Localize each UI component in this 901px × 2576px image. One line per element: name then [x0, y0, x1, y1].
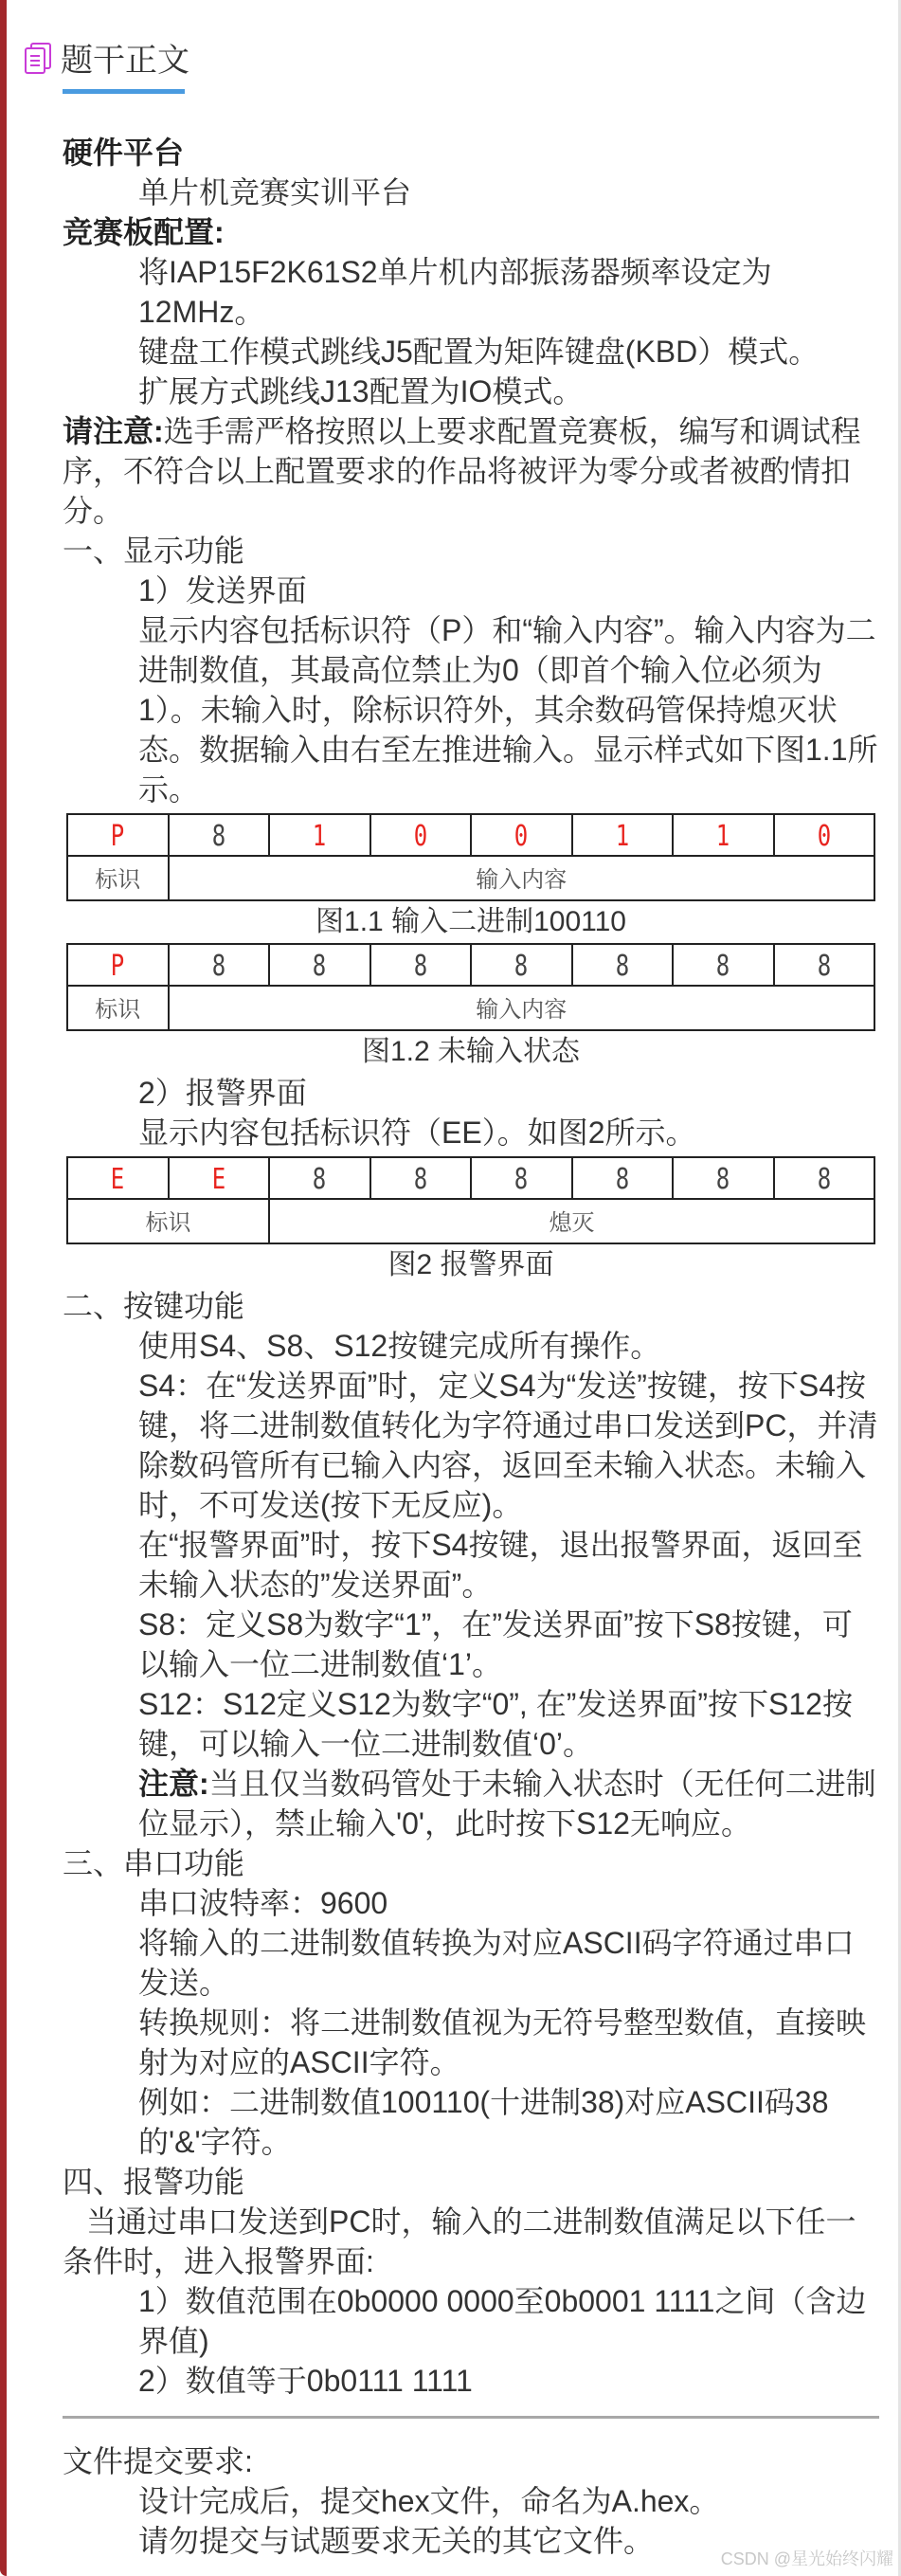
segment-cell — [370, 944, 472, 986]
figure-2-table — [66, 1156, 875, 1244]
segment-digit: E — [111, 1163, 125, 1196]
s1-sub1-text: 显示内容包括标识符（P）和“输入内容”。输入内容为二进制数值，其最高位禁止为0（即首个输入位必须为1）。未输入时，除标识符外，其余数码管保持熄灭状态。数据输入由右至左推进输入。显示样式如下图1.1所示。 — [138, 613, 878, 807]
s3-heading: 三、串口功能 — [63, 1846, 245, 1880]
s3-paragraph: 转换规则：将二进制数值视为无符号整型数值，直接映射为对应的ASCII字符。 — [138, 2005, 867, 2079]
segment-digit: 8 — [313, 1163, 327, 1196]
segment-cell — [370, 814, 472, 856]
segment-digit: 0 — [413, 820, 427, 853]
segment-cell — [67, 814, 169, 856]
segment-cell — [572, 1157, 674, 1199]
segment-row — [67, 1157, 874, 1199]
s2-paragraph: 在“报警界面”时，按下S4按键，退出报警界面，返回至未输入状态的”发送界面”。 — [138, 1528, 863, 1602]
notice-label: 请注意: — [63, 414, 164, 448]
section-header — [25, 36, 189, 78]
segment-digit: 8 — [211, 950, 225, 983]
s2-paragraph: S12：S12定义S12为数字“0”, 在”发送界面”按下S12按键，可以输入一位二进制数值‘0’。 — [138, 1687, 853, 1761]
segment-digit: 8 — [313, 950, 327, 983]
segment-cell — [269, 1157, 370, 1199]
segment-digit: P — [111, 950, 125, 983]
s2-paragraph: S8：定义S8为数字“1”，在”发送界面”按下S8按键，可以输入一位二进制数值‘1’。 — [138, 1607, 853, 1681]
segment-cell — [67, 1157, 169, 1199]
notice-text: 选手需严格按照以上要求配置竞赛板，编写和调试程序，不符合以上配置要求的作品将被评为零分或者被酌情扣分。 — [63, 414, 861, 528]
segment-cell — [673, 814, 774, 856]
s2-note-label: 注意: — [138, 1767, 209, 1801]
board-item: 键盘工作模式跳线J5配置为矩阵键盘(KBD）模式。 — [138, 335, 820, 369]
left-border — [0, 0, 7, 2576]
s1-sub2-text: 显示内容包括标识符（EE）。如图2所示。 — [138, 1116, 696, 1150]
segment-digit: 8 — [716, 950, 730, 983]
label-id: 标识 — [95, 996, 141, 1023]
segment-digit: 1 — [313, 820, 327, 853]
segment-cell — [673, 1157, 774, 1199]
s4-condition: 2）数值等于0b0111 1111 — [138, 2364, 473, 2398]
segment-cell — [67, 944, 169, 986]
figure-1-2-table — [66, 943, 875, 1031]
segment-cell — [169, 814, 270, 856]
segment-digit: 8 — [413, 1163, 427, 1196]
segment-cell — [774, 814, 875, 856]
segment-digit: 8 — [211, 820, 225, 853]
board-heading: 竞赛板配置: — [63, 215, 225, 249]
submit-paragraph: 设计完成后，提交hex文件，命名为A.hex。 — [138, 2484, 720, 2518]
figure-2-caption: 图2 报警界面 — [387, 1249, 554, 1280]
board-item: 扩展方式跳线J13配置为IO模式。 — [138, 374, 584, 408]
label-id: 标识 — [95, 866, 141, 893]
label-content: 输入内容 — [476, 996, 568, 1023]
label-row — [67, 986, 874, 1030]
segment-digit: E — [211, 1163, 225, 1196]
segment-digit: 8 — [514, 1163, 529, 1196]
segment-cell — [169, 944, 270, 986]
label-id: 标识 — [145, 1209, 191, 1236]
notice-paragraph — [63, 411, 879, 531]
label-content: 输入内容 — [476, 866, 568, 893]
segment-digit: 8 — [413, 950, 427, 983]
title-underline — [63, 89, 185, 94]
segment-cell — [673, 944, 774, 986]
segment-digit: 0 — [514, 820, 529, 853]
segment-digit: 1 — [615, 820, 629, 853]
board-item: 将IAP15F2K61S2单片机内部振荡器频率设定为12MHz。 — [138, 255, 772, 329]
segment-digit: 8 — [514, 950, 529, 983]
segment-cell — [269, 944, 370, 986]
segment-cell — [471, 944, 572, 986]
segment-cell — [269, 814, 370, 856]
s2-paragraph: S4：在“发送界面”时，定义S4为“发送”按键，按下S4按键，将二进制数值转化为字符通过串口发送到PC，并清除数码管所有已输入内容，返回至未输入状态。未输入时，不可发送(按下无反应)。 — [138, 1369, 878, 1522]
figure-1-1-table — [66, 813, 875, 901]
segment-digit: 8 — [615, 950, 629, 983]
section-title: 题干正文 — [61, 42, 189, 79]
segment-digit: 1 — [716, 820, 730, 853]
problem-body — [63, 133, 879, 2561]
figure-1-2-caption: 图1.2 未输入状态 — [361, 1036, 581, 1067]
segment-digit: 8 — [817, 950, 831, 983]
segment-digit: 8 — [716, 1163, 730, 1196]
segment-cell — [370, 1157, 472, 1199]
segment-row — [67, 814, 874, 856]
label-content: 熄灭 — [549, 1209, 595, 1236]
s2-note — [138, 1764, 879, 1843]
watermark: CSDN @星光始终闪耀 — [720, 2549, 893, 2568]
submit-paragraph: 请勿提交与试题要求无关的其它文件。 — [138, 2524, 655, 2558]
segment-cell — [471, 1157, 572, 1199]
document-icon — [25, 43, 49, 71]
segment-digit: 0 — [817, 820, 831, 853]
s2-heading: 二、按键功能 — [63, 1289, 245, 1323]
s1-sub2: 2）报警界面 — [138, 1076, 307, 1110]
segment-cell — [774, 944, 875, 986]
s2-paragraph: 使用S4、S8、S12按键完成所有操作。 — [138, 1329, 661, 1363]
s3-paragraph: 例如：二进制数值100110(十进制38)对应ASCII码38的'&'字符。 — [138, 2085, 829, 2159]
figure-1-1-caption: 图1.1 输入二进制100110 — [315, 906, 626, 937]
segment-digit: P — [111, 820, 125, 853]
divider — [63, 2416, 879, 2419]
hardware-heading: 硬件平台 — [63, 136, 185, 170]
segment-cell — [169, 1157, 270, 1199]
hardware-value: 单片机竞赛实训平台 — [138, 175, 412, 209]
label-row — [67, 856, 874, 900]
segment-cell — [774, 1157, 875, 1199]
s3-paragraph: 将输入的二进制数值转换为对应ASCII码字符通过串口发送。 — [138, 1926, 855, 2000]
s3-paragraph: 串口波特率：9600 — [138, 1886, 388, 1920]
segment-digit: 8 — [615, 1163, 629, 1196]
segment-row — [67, 944, 874, 986]
s4-heading: 四、报警功能 — [63, 2165, 245, 2199]
segment-cell — [471, 814, 572, 856]
label-row — [67, 1199, 874, 1243]
s2-note-text: 当且仅当数码管处于未输入状态时（无任何二进制位显示），禁止输入'0'，此时按下S12无响应。 — [138, 1767, 876, 1841]
segment-cell — [572, 944, 674, 986]
s1-sub1: 1）发送界面 — [138, 573, 307, 608]
segment-digit: 8 — [817, 1163, 831, 1196]
submit-heading: 文件提交要求: — [63, 2444, 253, 2478]
segment-cell — [572, 814, 674, 856]
s4-paragraph: 当通过串口发送到PC时，输入的二进制数值满足以下任一条件时，进入报警界面: — [63, 2204, 856, 2278]
s1-heading: 一、显示功能 — [63, 534, 245, 568]
s4-condition: 1）数值范围在0b0000 0000至0b0001 1111之间（含边界值) — [138, 2284, 867, 2358]
